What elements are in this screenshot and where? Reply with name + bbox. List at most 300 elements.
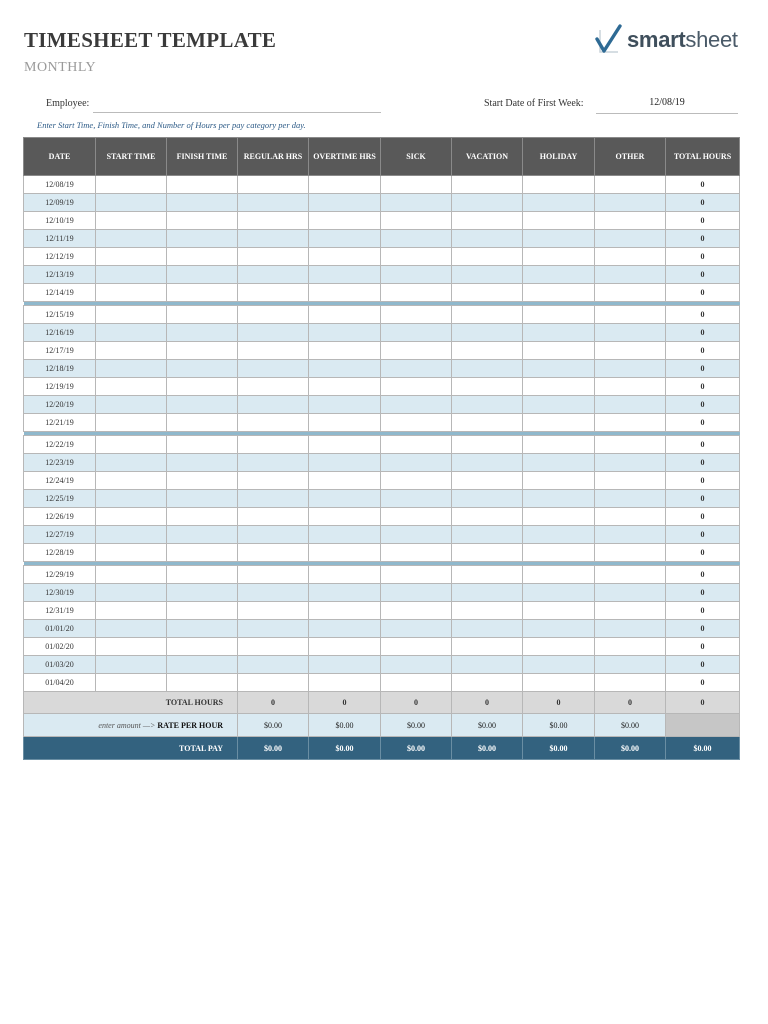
table-row [24, 414, 740, 432]
finish-time-cell[interactable] [167, 620, 238, 638]
total-hours-cell: 0 [666, 248, 740, 266]
finish-time-cell[interactable] [167, 194, 238, 212]
regular-hrs-cell[interactable] [238, 584, 309, 602]
holiday-cell[interactable] [523, 472, 595, 490]
finish-time-cell[interactable] [167, 638, 238, 656]
total-hours-cell: 0 [666, 194, 740, 212]
employee-field[interactable] [93, 112, 381, 113]
table-row [24, 284, 740, 302]
vacation-cell[interactable] [452, 414, 523, 432]
holiday-cell[interactable] [523, 566, 595, 584]
other-cell[interactable] [595, 414, 666, 432]
overtime-hrs-cell[interactable] [309, 638, 381, 656]
total-hours-cell: 0 [666, 638, 740, 656]
regular-hrs-cell[interactable] [238, 396, 309, 414]
finish-time-cell[interactable] [167, 584, 238, 602]
total-hours-cell: 0 [666, 544, 740, 562]
pay-overtime: $0.00 [309, 737, 381, 760]
regular-hrs-cell[interactable] [238, 378, 309, 396]
vacation-cell[interactable] [452, 508, 523, 526]
start-time-cell[interactable] [96, 212, 167, 230]
vacation-cell[interactable] [452, 602, 523, 620]
vacation-cell[interactable] [452, 638, 523, 656]
sick-cell[interactable] [381, 544, 452, 562]
sick-cell[interactable] [381, 508, 452, 526]
vacation-cell[interactable] [452, 656, 523, 674]
overtime-hrs-cell[interactable] [309, 266, 381, 284]
regular-hrs-cell[interactable] [238, 194, 309, 212]
start-time-cell[interactable] [96, 176, 167, 194]
start-time-cell[interactable] [96, 396, 167, 414]
col-total-hours: TOTAL HOURS [666, 138, 740, 176]
vacation-cell[interactable] [452, 248, 523, 266]
start-time-cell[interactable] [96, 194, 167, 212]
col-date: DATE [24, 138, 96, 176]
other-cell[interactable] [595, 526, 666, 544]
total-hours-cell: 0 [666, 526, 740, 544]
vacation-cell[interactable] [452, 396, 523, 414]
sick-cell[interactable] [381, 454, 452, 472]
other-cell[interactable] [595, 176, 666, 194]
finish-time-cell[interactable] [167, 436, 238, 454]
overtime-hrs-cell[interactable] [309, 248, 381, 266]
total-hours-cell: 0 [666, 566, 740, 584]
finish-time-cell[interactable] [167, 378, 238, 396]
vacation-cell[interactable] [452, 526, 523, 544]
sick-cell[interactable] [381, 396, 452, 414]
pay-other: $0.00 [595, 737, 666, 760]
holiday-cell[interactable] [523, 306, 595, 324]
sick-cell[interactable] [381, 342, 452, 360]
finish-time-cell[interactable] [167, 472, 238, 490]
start-time-cell[interactable] [96, 360, 167, 378]
date-cell: 12/11/19 [24, 230, 96, 248]
finish-time-cell[interactable] [167, 324, 238, 342]
finish-time-cell[interactable] [167, 490, 238, 508]
holiday-cell[interactable] [523, 360, 595, 378]
overtime-hrs-cell[interactable] [309, 230, 381, 248]
holiday-cell[interactable] [523, 454, 595, 472]
start-time-cell[interactable] [96, 306, 167, 324]
table-row [24, 454, 740, 472]
table-row [24, 396, 740, 414]
overtime-hrs-cell[interactable] [309, 454, 381, 472]
start-time-cell[interactable] [96, 638, 167, 656]
other-cell[interactable] [595, 454, 666, 472]
start-time-cell[interactable] [96, 656, 167, 674]
total-hours-cell: 0 [666, 360, 740, 378]
sick-cell[interactable] [381, 230, 452, 248]
overtime-hrs-cell[interactable] [309, 306, 381, 324]
vacation-cell[interactable] [452, 620, 523, 638]
start-time-cell[interactable] [96, 544, 167, 562]
regular-hrs-cell[interactable] [238, 490, 309, 508]
table-row [24, 436, 740, 454]
vacation-cell[interactable] [452, 584, 523, 602]
holiday-cell[interactable] [523, 544, 595, 562]
date-cell: 12/21/19 [24, 414, 96, 432]
sick-cell[interactable] [381, 248, 452, 266]
regular-hrs-cell[interactable] [238, 436, 309, 454]
finish-time-cell[interactable] [167, 230, 238, 248]
total-regular: 0 [238, 692, 309, 714]
start-time-cell[interactable] [96, 620, 167, 638]
logo-wordmark-light: sheet [685, 27, 738, 52]
holiday-cell[interactable] [523, 436, 595, 454]
sick-cell[interactable] [381, 324, 452, 342]
sick-cell[interactable] [381, 472, 452, 490]
vacation-cell[interactable] [452, 176, 523, 194]
rate-holiday[interactable]: $0.00 [523, 714, 595, 737]
overtime-hrs-cell[interactable] [309, 396, 381, 414]
table-row [24, 674, 740, 692]
start-time-cell[interactable] [96, 454, 167, 472]
rate-per-hour-row [24, 714, 740, 737]
holiday-cell[interactable] [523, 674, 595, 692]
sick-cell[interactable] [381, 584, 452, 602]
regular-hrs-cell[interactable] [238, 360, 309, 378]
sick-cell[interactable] [381, 656, 452, 674]
vacation-cell[interactable] [452, 194, 523, 212]
start-time-cell[interactable] [96, 248, 167, 266]
finish-time-cell[interactable] [167, 360, 238, 378]
finish-time-cell[interactable] [167, 248, 238, 266]
sick-cell[interactable] [381, 620, 452, 638]
date-cell: 12/30/19 [24, 584, 96, 602]
start-time-cell[interactable] [96, 526, 167, 544]
total-hours-cell: 0 [666, 378, 740, 396]
holiday-cell[interactable] [523, 508, 595, 526]
rate-sick[interactable]: $0.00 [381, 714, 452, 737]
regular-hrs-cell[interactable] [238, 212, 309, 230]
other-cell[interactable] [595, 212, 666, 230]
vacation-cell[interactable] [452, 378, 523, 396]
start-time-cell[interactable] [96, 472, 167, 490]
finish-time-cell[interactable] [167, 396, 238, 414]
sick-cell[interactable] [381, 212, 452, 230]
date-cell: 12/08/19 [24, 176, 96, 194]
vacation-cell[interactable] [452, 230, 523, 248]
overtime-hrs-cell[interactable] [309, 508, 381, 526]
holiday-cell[interactable] [523, 602, 595, 620]
vacation-cell[interactable] [452, 674, 523, 692]
holiday-cell[interactable] [523, 284, 595, 302]
start-date-label: Start Date of First Week: [484, 98, 584, 109]
regular-hrs-cell[interactable] [238, 674, 309, 692]
rate-overtime[interactable]: $0.00 [309, 714, 381, 737]
total-hours-cell: 0 [666, 176, 740, 194]
overtime-hrs-cell[interactable] [309, 414, 381, 432]
timesheet-table [23, 137, 740, 760]
holiday-cell[interactable] [523, 378, 595, 396]
start-time-cell[interactable] [96, 230, 167, 248]
regular-hrs-cell[interactable] [238, 342, 309, 360]
other-cell[interactable] [595, 194, 666, 212]
other-cell[interactable] [595, 602, 666, 620]
overtime-hrs-cell[interactable] [309, 566, 381, 584]
finish-time-cell[interactable] [167, 544, 238, 562]
table-row [24, 212, 740, 230]
regular-hrs-cell[interactable] [238, 306, 309, 324]
finish-time-cell[interactable] [167, 526, 238, 544]
start-time-cell[interactable] [96, 284, 167, 302]
regular-hrs-cell[interactable] [238, 176, 309, 194]
holiday-cell[interactable] [523, 620, 595, 638]
holiday-cell[interactable] [523, 324, 595, 342]
date-cell: 12/19/19 [24, 378, 96, 396]
regular-hrs-cell[interactable] [238, 620, 309, 638]
holiday-cell[interactable] [523, 396, 595, 414]
other-cell[interactable] [595, 544, 666, 562]
date-cell: 12/20/19 [24, 396, 96, 414]
finish-time-cell[interactable] [167, 674, 238, 692]
holiday-cell[interactable] [523, 414, 595, 432]
holiday-cell[interactable] [523, 176, 595, 194]
other-cell[interactable] [595, 656, 666, 674]
pay-holiday: $0.00 [523, 737, 595, 760]
overtime-hrs-cell[interactable] [309, 490, 381, 508]
holiday-cell[interactable] [523, 638, 595, 656]
regular-hrs-cell[interactable] [238, 656, 309, 674]
other-cell[interactable] [595, 508, 666, 526]
holiday-cell[interactable] [523, 656, 595, 674]
overtime-hrs-cell[interactable] [309, 378, 381, 396]
overtime-hrs-cell[interactable] [309, 674, 381, 692]
sick-cell[interactable] [381, 638, 452, 656]
start-time-cell[interactable] [96, 602, 167, 620]
other-cell[interactable] [595, 266, 666, 284]
finish-time-cell[interactable] [167, 266, 238, 284]
regular-hrs-cell[interactable] [238, 284, 309, 302]
sick-cell[interactable] [381, 194, 452, 212]
finish-time-cell[interactable] [167, 454, 238, 472]
total-hours-cell: 0 [666, 284, 740, 302]
overtime-hrs-cell[interactable] [309, 526, 381, 544]
sick-cell[interactable] [381, 414, 452, 432]
holiday-cell[interactable] [523, 266, 595, 284]
table-row [24, 360, 740, 378]
date-cell: 12/09/19 [24, 194, 96, 212]
vacation-cell[interactable] [452, 490, 523, 508]
regular-hrs-cell[interactable] [238, 414, 309, 432]
regular-hrs-cell[interactable] [238, 508, 309, 526]
vacation-cell[interactable] [452, 566, 523, 584]
date-cell: 12/18/19 [24, 360, 96, 378]
finish-time-cell[interactable] [167, 284, 238, 302]
start-time-cell[interactable] [96, 342, 167, 360]
start-time-cell[interactable] [96, 490, 167, 508]
start-time-cell[interactable] [96, 566, 167, 584]
finish-time-cell[interactable] [167, 566, 238, 584]
other-cell[interactable] [595, 490, 666, 508]
finish-time-cell[interactable] [167, 342, 238, 360]
total-other: 0 [595, 692, 666, 714]
regular-hrs-cell[interactable] [238, 638, 309, 656]
total-hours-cell: 0 [666, 472, 740, 490]
date-cell: 12/29/19 [24, 566, 96, 584]
overtime-hrs-cell[interactable] [309, 544, 381, 562]
holiday-cell[interactable] [523, 230, 595, 248]
vacation-cell[interactable] [452, 454, 523, 472]
sick-cell[interactable] [381, 526, 452, 544]
date-cell: 12/31/19 [24, 602, 96, 620]
date-cell: 12/27/19 [24, 526, 96, 544]
overtime-hrs-cell[interactable] [309, 656, 381, 674]
sick-cell[interactable] [381, 674, 452, 692]
rate-hint: enter amount —> [98, 720, 156, 730]
regular-hrs-cell[interactable] [238, 472, 309, 490]
overtime-hrs-cell[interactable] [309, 284, 381, 302]
finish-time-cell[interactable] [167, 212, 238, 230]
rate-other[interactable]: $0.00 [595, 714, 666, 737]
date-cell: 12/23/19 [24, 454, 96, 472]
date-cell: 12/12/19 [24, 248, 96, 266]
regular-hrs-cell[interactable] [238, 248, 309, 266]
total-hours-label: TOTAL HOURS [24, 692, 238, 714]
regular-hrs-cell[interactable] [238, 526, 309, 544]
start-time-cell[interactable] [96, 508, 167, 526]
other-cell[interactable] [595, 378, 666, 396]
finish-time-cell[interactable] [167, 414, 238, 432]
other-cell[interactable] [595, 360, 666, 378]
sick-cell[interactable] [381, 176, 452, 194]
overtime-hrs-cell[interactable] [309, 194, 381, 212]
vacation-cell[interactable] [452, 306, 523, 324]
start-time-cell[interactable] [96, 266, 167, 284]
overtime-hrs-cell[interactable] [309, 436, 381, 454]
other-cell[interactable] [595, 230, 666, 248]
overtime-hrs-cell[interactable] [309, 324, 381, 342]
start-time-cell[interactable] [96, 378, 167, 396]
total-hours-cell: 0 [666, 436, 740, 454]
regular-hrs-cell[interactable] [238, 324, 309, 342]
start-time-cell[interactable] [96, 324, 167, 342]
vacation-cell[interactable] [452, 544, 523, 562]
other-cell[interactable] [595, 248, 666, 266]
holiday-cell[interactable] [523, 212, 595, 230]
overtime-hrs-cell[interactable] [309, 584, 381, 602]
other-cell[interactable] [595, 284, 666, 302]
finish-time-cell[interactable] [167, 656, 238, 674]
header-row [24, 138, 740, 176]
sick-cell[interactable] [381, 284, 452, 302]
other-cell[interactable] [595, 436, 666, 454]
total-hours-cell: 0 [666, 230, 740, 248]
pay-regular: $0.00 [238, 737, 309, 760]
finish-time-cell[interactable] [167, 602, 238, 620]
smartsheet-logo[interactable] [594, 24, 738, 56]
start-time-cell[interactable] [96, 674, 167, 692]
regular-hrs-cell[interactable] [238, 230, 309, 248]
rate-vacation[interactable]: $0.00 [452, 714, 523, 737]
start-time-cell[interactable] [96, 436, 167, 454]
sick-cell[interactable] [381, 266, 452, 284]
start-date-field[interactable]: 12/08/19 [596, 97, 738, 114]
col-regular-hrs: REGULAR HRS [238, 138, 309, 176]
other-cell[interactable] [595, 342, 666, 360]
vacation-cell[interactable] [452, 436, 523, 454]
holiday-cell[interactable] [523, 342, 595, 360]
other-cell[interactable] [595, 638, 666, 656]
col-start-time: START TIME [96, 138, 167, 176]
table-row [24, 544, 740, 562]
overtime-hrs-cell[interactable] [309, 360, 381, 378]
vacation-cell[interactable] [452, 324, 523, 342]
other-cell[interactable] [595, 674, 666, 692]
total-pay-label: TOTAL PAY [24, 737, 238, 760]
total-hours-cell: 0 [666, 508, 740, 526]
other-cell[interactable] [595, 396, 666, 414]
rate-regular[interactable]: $0.00 [238, 714, 309, 737]
sick-cell[interactable] [381, 378, 452, 396]
holiday-cell[interactable] [523, 248, 595, 266]
regular-hrs-cell[interactable] [238, 454, 309, 472]
holiday-cell[interactable] [523, 194, 595, 212]
start-time-cell[interactable] [96, 414, 167, 432]
sick-cell[interactable] [381, 360, 452, 378]
sick-cell[interactable] [381, 306, 452, 324]
total-hours-cell: 0 [666, 656, 740, 674]
other-cell[interactable] [595, 472, 666, 490]
total-hours-cell: 0 [666, 602, 740, 620]
vacation-cell[interactable] [452, 360, 523, 378]
timesheet-body [24, 176, 740, 692]
total-hours-cell: 0 [666, 342, 740, 360]
regular-hrs-cell[interactable] [238, 602, 309, 620]
regular-hrs-cell[interactable] [238, 544, 309, 562]
vacation-cell[interactable] [452, 472, 523, 490]
vacation-cell[interactable] [452, 342, 523, 360]
other-cell[interactable] [595, 566, 666, 584]
holiday-cell[interactable] [523, 584, 595, 602]
date-cell: 12/28/19 [24, 544, 96, 562]
date-cell: 01/03/20 [24, 656, 96, 674]
sick-cell[interactable] [381, 566, 452, 584]
finish-time-cell[interactable] [167, 176, 238, 194]
regular-hrs-cell[interactable] [238, 266, 309, 284]
overtime-hrs-cell[interactable] [309, 620, 381, 638]
other-cell[interactable] [595, 306, 666, 324]
overtime-hrs-cell[interactable] [309, 342, 381, 360]
overtime-hrs-cell[interactable] [309, 176, 381, 194]
table-row [24, 378, 740, 396]
other-cell[interactable] [595, 324, 666, 342]
other-cell[interactable] [595, 620, 666, 638]
sick-cell[interactable] [381, 436, 452, 454]
table-row [24, 324, 740, 342]
finish-time-cell[interactable] [167, 306, 238, 324]
date-cell: 01/04/20 [24, 674, 96, 692]
overtime-hrs-cell[interactable] [309, 472, 381, 490]
sick-cell[interactable] [381, 490, 452, 508]
other-cell[interactable] [595, 584, 666, 602]
regular-hrs-cell[interactable] [238, 566, 309, 584]
holiday-cell[interactable] [523, 490, 595, 508]
total-hours-cell: 0 [666, 454, 740, 472]
date-cell: 12/22/19 [24, 436, 96, 454]
vacation-cell[interactable] [452, 212, 523, 230]
table-row [24, 602, 740, 620]
table-row [24, 566, 740, 584]
vacation-cell[interactable] [452, 284, 523, 302]
finish-time-cell[interactable] [167, 508, 238, 526]
overtime-hrs-cell[interactable] [309, 212, 381, 230]
vacation-cell[interactable] [452, 266, 523, 284]
start-time-cell[interactable] [96, 584, 167, 602]
holiday-cell[interactable] [523, 526, 595, 544]
overtime-hrs-cell[interactable] [309, 602, 381, 620]
sick-cell[interactable] [381, 602, 452, 620]
